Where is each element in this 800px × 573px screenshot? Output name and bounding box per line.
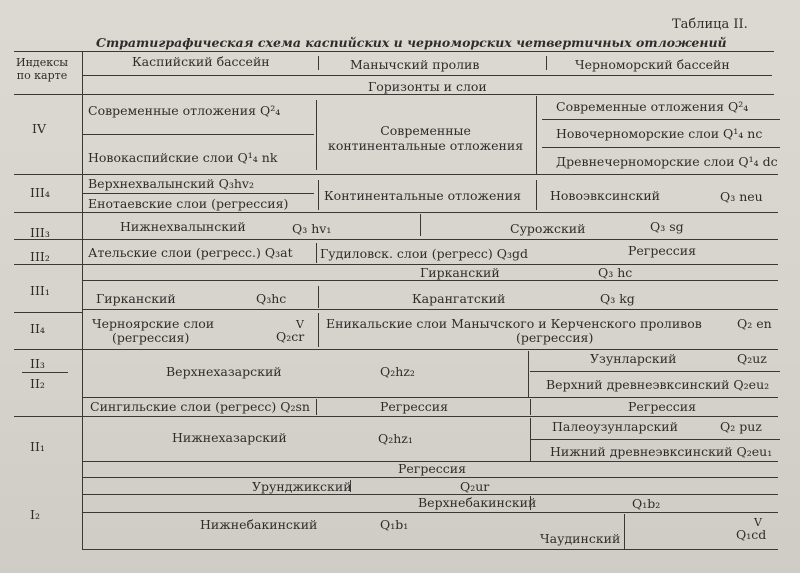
- caspian-gyrk: Гирканский: [96, 291, 176, 306]
- rule: [318, 286, 319, 308]
- black-verkhdrev: Верхний древнеэвксинский Q₂eu₂: [546, 377, 770, 392]
- caspian-nizhkhaz-idx: Q₂hz₁: [378, 431, 413, 446]
- rule: [82, 309, 778, 310]
- rule: [350, 480, 351, 492]
- v-mark-2: V: [754, 516, 762, 529]
- karangat: Карангатский: [412, 291, 506, 306]
- caspian-nizhkhval-idx: Q₃ hv₁: [292, 221, 332, 236]
- nizhnebak: Нижнебакинский: [200, 517, 318, 532]
- enikal-b: (регрессия): [516, 330, 594, 345]
- rule: [22, 372, 68, 373]
- rule: [530, 439, 780, 440]
- caspian-nizhkhval: Нижнехвалынский: [120, 219, 246, 234]
- rule: [316, 399, 317, 415]
- vrule-index-main: [82, 95, 83, 550]
- caspian-novokasp: Новокаспийские слои Q¹₄ nk: [88, 150, 278, 165]
- rule: [14, 212, 778, 213]
- caspian-verkhkhaz-idx: Q₂hz₂: [380, 364, 415, 379]
- index-iii4: III₄: [30, 185, 50, 200]
- rule: [14, 239, 778, 240]
- caspian-chernoyar-idx: Q₂cr: [276, 329, 305, 344]
- rule-top: [14, 51, 774, 52]
- caspian-chernoyar-b: (регрессия): [112, 330, 190, 345]
- rule: [82, 134, 314, 135]
- index-i2: I₂: [30, 507, 40, 522]
- rule-bottom: [82, 549, 778, 550]
- v-mark-1: V: [296, 318, 304, 331]
- gyrk-label: Гирканский: [420, 265, 500, 280]
- black-paleouzun-idx: Q₂ puz: [720, 419, 762, 434]
- caspian-modern: Современные отложения Q²₄: [88, 103, 281, 118]
- manych-continental: Континентальные отложения: [324, 188, 521, 203]
- rule: [82, 512, 778, 513]
- gyrk-idx: Q₃ hc: [598, 265, 633, 280]
- table-number: Таблица II.: [672, 17, 748, 32]
- black-regr2: Регрессия: [628, 399, 696, 414]
- caspian-gyrk-idx: Q₃hc: [256, 291, 287, 306]
- black-novoevks-idx: Q₃ neu: [720, 189, 763, 204]
- rule: [420, 214, 421, 236]
- caspian-atel: Ательские слои (регресс.) Q₃at: [88, 245, 293, 260]
- caspian-enotaev: Енотаевские слои (регрессия): [88, 196, 289, 211]
- black-modern: Современные отложения Q²₄: [556, 99, 749, 114]
- caspian-verkhkhaz: Верхнехазарский: [166, 364, 282, 379]
- caspian-verkhkhval: Верхнехвалынский Q₃hv₂: [88, 176, 254, 191]
- karangat-idx: Q₃ kg: [600, 291, 635, 306]
- rule-horizons: [14, 94, 774, 95]
- rule: [542, 119, 780, 120]
- rule: [528, 351, 529, 397]
- rule: [316, 100, 317, 170]
- manych-gudil: Гудиловск. слои (регресс) Q₃gd: [320, 246, 529, 261]
- manych-regr2: Регрессия: [380, 399, 448, 414]
- rule-col-header: [82, 75, 772, 76]
- rule: [530, 496, 531, 510]
- chaudin-idx: Q₁cd: [736, 527, 767, 542]
- caspian-singil: Сингильские слои (регресс) Q₂sn: [90, 399, 310, 414]
- index-ii4: II₄: [30, 321, 45, 336]
- enikal-idx: Q₂ en: [737, 316, 772, 331]
- rule: [542, 147, 780, 148]
- black-paleouzun: Палеоузунларский: [552, 419, 678, 434]
- manych-modern: Современные континентальные отложения: [328, 123, 524, 153]
- col-header-caspian: Каспийский бассейн: [132, 54, 270, 69]
- rule: [82, 477, 778, 478]
- col-header-horizons: Горизонты и слои: [368, 79, 487, 94]
- rule: [624, 514, 625, 550]
- rule: [82, 397, 778, 398]
- nizhnebak-idx: Q₁b₁: [380, 517, 409, 532]
- col-header-black-sea: Черноморский бассейн: [575, 57, 730, 72]
- black-regr1: Регрессия: [628, 243, 696, 258]
- black-drevne: Древнечерноморские слои Q¹₄ dc: [556, 154, 778, 169]
- black-surozh-idx: Q₃ sg: [650, 219, 684, 234]
- vrule-caspian-header: [318, 56, 319, 70]
- index-iii3: III₃: [30, 225, 50, 240]
- vrule-index-header: [82, 51, 83, 95]
- black-novochern: Новочерноморские слои Q¹₄ nc: [556, 126, 763, 141]
- rule: [530, 418, 531, 462]
- rule: [82, 193, 314, 194]
- black-nizhdrev: Нижний древнеэвксинский Q₂eu₁: [550, 444, 773, 459]
- black-surozh: Сурожский: [510, 221, 586, 236]
- rule: [82, 280, 778, 281]
- urundzhik: Урунджикский: [252, 479, 352, 494]
- rule: [530, 371, 780, 372]
- rule: [536, 180, 537, 210]
- rule: [318, 180, 319, 210]
- caspian-nizhkhaz: Нижнехазарский: [172, 430, 287, 445]
- rule: [14, 349, 778, 350]
- col-header-index: Индексы по карте: [16, 56, 68, 82]
- index-iii2: III₂: [30, 249, 50, 264]
- rule: [318, 313, 319, 347]
- col-header-manych: Манычский пролив: [350, 57, 480, 72]
- rule: [536, 96, 537, 174]
- index-ii3: II₃: [30, 356, 45, 371]
- black-novoevks: Новоэвксинский: [550, 188, 660, 203]
- enikal: Еникальские слои Манычского и Керченского проливов: [326, 316, 702, 331]
- black-uzunlar: Узунларский: [590, 351, 677, 366]
- table-title: Стратиграфическая схема каспийских и черноморских четвертичных отложений: [96, 35, 727, 50]
- rule: [14, 416, 778, 417]
- urundzhik-idx: Q₂ur: [460, 479, 490, 494]
- index-ii1: II₁: [30, 439, 45, 454]
- regr-3: Регрессия: [398, 461, 466, 476]
- index-iii1: III₁: [30, 283, 50, 298]
- rule: [14, 264, 778, 265]
- rule: [316, 243, 317, 263]
- rule: [14, 312, 82, 313]
- vrule-manych-header: [546, 56, 547, 70]
- index-ii2: II₂: [30, 376, 45, 391]
- caspian-chernoyar: Черноярские слои: [92, 316, 215, 331]
- chaudin: Чаудинский: [540, 531, 621, 546]
- index-iv: IV: [32, 121, 46, 136]
- rule: [530, 399, 531, 415]
- rule-iv-bottom: [14, 174, 778, 175]
- verkhnebak-idx: Q₁b₂: [632, 496, 661, 511]
- black-uzunlar-idx: Q₂uz: [737, 351, 767, 366]
- verkhnebak: Верхнебакинский: [418, 495, 537, 510]
